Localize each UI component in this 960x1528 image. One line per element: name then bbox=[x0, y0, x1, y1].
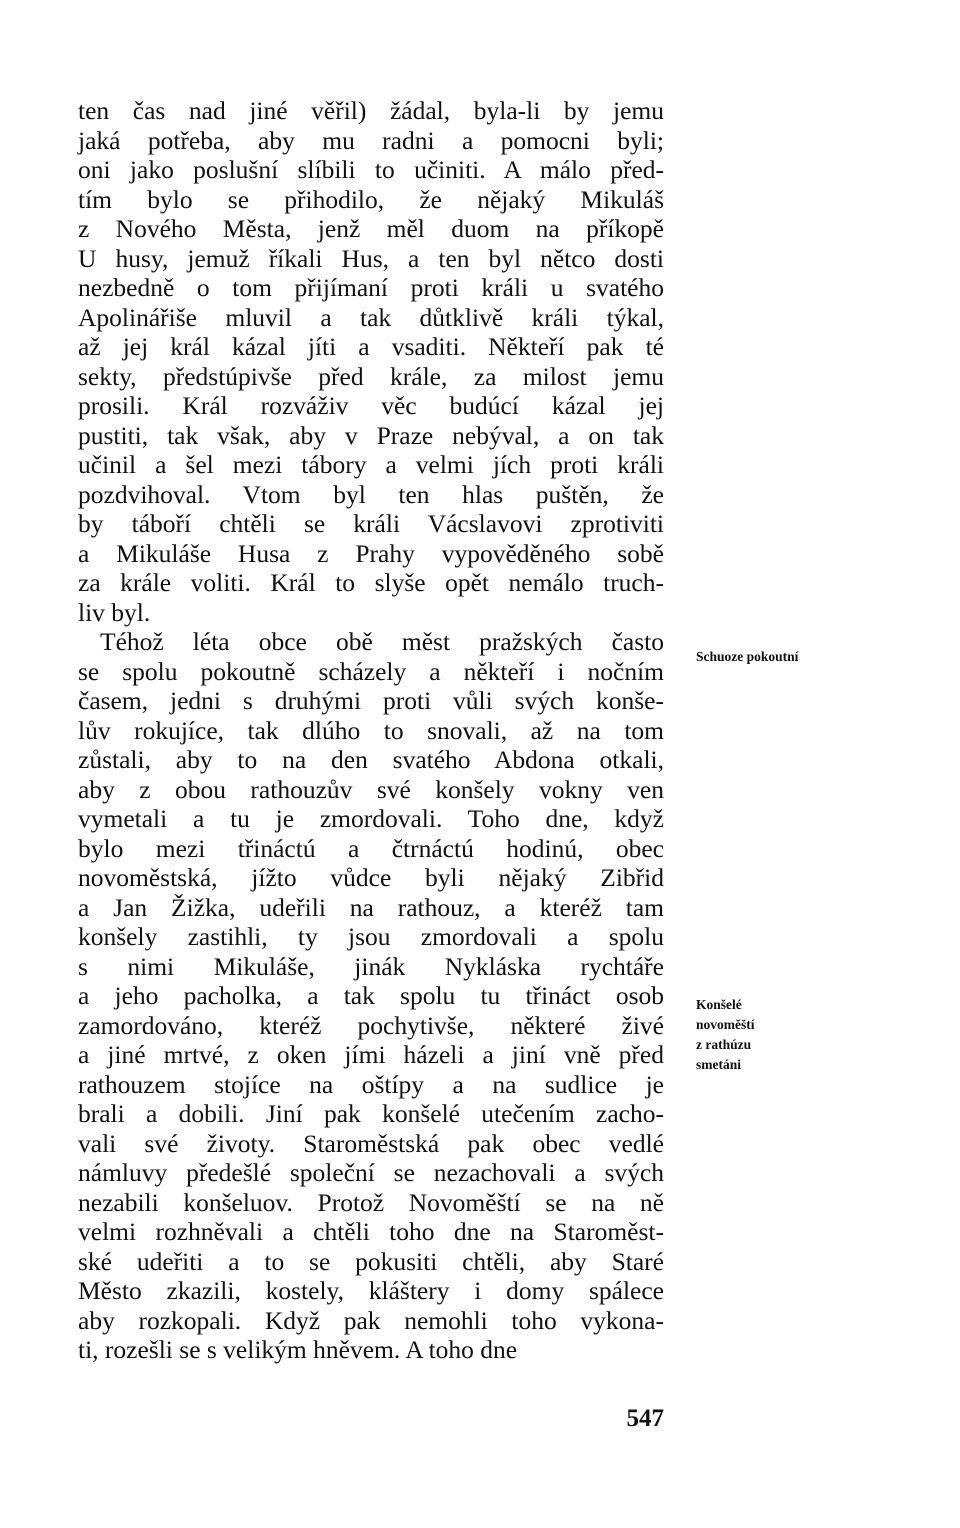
text-line: U husy, jemuž říkali Hus, a ten byl nětco dosti bbox=[78, 243, 664, 273]
text-line: za krále voliti. Král to slyše opět nemálo truch- bbox=[78, 568, 664, 597]
text-line: námluvy předešlé společní se nezachovali a svých bbox=[78, 1158, 664, 1187]
text-line: oni jako poslušní slíbili to učiniti. A málo před- bbox=[78, 155, 664, 184]
text-line: brali a dobili. Jiní pak konšelé utečením zacho- bbox=[78, 1099, 664, 1128]
text-line: z Nového Města, jenž měl duom na příkopě bbox=[78, 214, 664, 243]
text-line: velmi rozhněvali a chtěli toho dne na Staroměst- bbox=[78, 1217, 664, 1246]
text-line: Apolinářiše mluvil a tak důtklivě králi týkal, bbox=[78, 302, 664, 332]
text-line: novoměstská, jížto vůdce byli nějaký Zibřid bbox=[78, 863, 664, 892]
text-line: a Jan Žižka, udeřili na rathouz, a kteréž tam bbox=[78, 892, 664, 922]
text-line: pustiti, tak však, aby v Praze nebýval, a on tak bbox=[78, 420, 664, 450]
margin-note-line: smetáni bbox=[696, 1057, 741, 1072]
body-text bbox=[78, 96, 664, 1365]
text-line: až jej král kázal jíti a vsaditi. Někteří pak té bbox=[78, 332, 664, 361]
text-line: a Mikuláše Husa z Prahy vypověděného sobě bbox=[78, 538, 664, 568]
text-line: ské udeřiti a to se pokusiti chtěli, aby Staré bbox=[78, 1246, 664, 1276]
margin-note-line: novoměští bbox=[696, 1017, 755, 1032]
text-line: učinil a šel mezi tábory a velmi jích proti králi bbox=[78, 450, 664, 479]
text-line: jaká potřeba, aby mu radni a pomocni byli; bbox=[78, 125, 664, 155]
text-line: sekty, předstúpivše před krále, za milost jemu bbox=[78, 361, 664, 391]
margin-note-line: z rathúzu bbox=[696, 1037, 752, 1052]
text-line: vali své životy. Staroměstská pak obec vedlé bbox=[78, 1128, 664, 1158]
text-line: Město zkazili, kostely, kláštery i domy spálece bbox=[78, 1276, 664, 1305]
text-line: se spolu pokoutně scházely a někteří i nočním bbox=[78, 656, 664, 686]
text-line: a jeho pacholka, a tak spolu tu třináct osob bbox=[78, 981, 664, 1010]
text-line: s nimi Mikuláše, jinák Nykláska rychtáře bbox=[78, 951, 664, 981]
text-line: aby rozkopali. Když pak nemohli toho vykona- bbox=[78, 1305, 664, 1335]
text-line: lův rokujíce, tak dlúho to snovali, až na tom bbox=[78, 715, 664, 745]
text-line: časem, jedni s druhými proti vůli svých konše- bbox=[78, 686, 664, 715]
text-line: zůstali, aby to na den svatého Abdona otkali, bbox=[78, 745, 664, 774]
text-line: vymetali a tu je zmordovali. Toho dne, když bbox=[78, 804, 664, 833]
margin-note-councillors-thrown bbox=[696, 995, 755, 1075]
text-line: ti, rozešli se s velikým hněvem. A toho dne bbox=[78, 1335, 518, 1364]
text-line: pozdvihoval. Vtom byl ten hlas puštěn, že bbox=[78, 479, 664, 509]
text-line: tím bylo se přihodilo, že nějaký Mikuláš bbox=[78, 184, 664, 214]
text-line: nezabili konšeluov. Protož Novoměští se na ně bbox=[78, 1187, 664, 1217]
text-line: aby z obou rathouzův své konšely vokny ven bbox=[78, 774, 664, 804]
page-number: 547 bbox=[626, 1405, 664, 1432]
text-line: prosili. Král rozváživ věc budúcí kázal jej bbox=[78, 391, 664, 420]
text-line: konšely zastihli, ty jsou zmordovali a spolu bbox=[78, 922, 664, 951]
text-line: bylo mezi třináctú a čtrnáctú hodinú, obec bbox=[78, 833, 664, 863]
text-line: liv byl. bbox=[78, 597, 151, 627]
text-line: zamordováno, kteréž pochytivše, některé živé bbox=[78, 1010, 664, 1040]
text-line: Téhož léta obce obě měst pražských často bbox=[100, 627, 664, 656]
text-line: ten čas nad jiné věřil) žádal, byla-li by jemu bbox=[78, 96, 664, 125]
text-line: a jiné mrtvé, z oken jími házeli a jiní vně před bbox=[78, 1040, 664, 1069]
margin-note-secret-meetings bbox=[696, 647, 798, 667]
margin-note-line: Schuoze pokoutní bbox=[696, 649, 799, 664]
text-line: nezbedně o tom přijímaní proti králi u svatého bbox=[78, 273, 664, 302]
text-line: by tábоří chtěli se králi Vácslavovi zprotiviti bbox=[78, 509, 664, 538]
margin-note-line: Konšelé bbox=[696, 997, 742, 1012]
text-line: rathouzem stojíce na oštípy a na sudlice je bbox=[78, 1069, 664, 1099]
